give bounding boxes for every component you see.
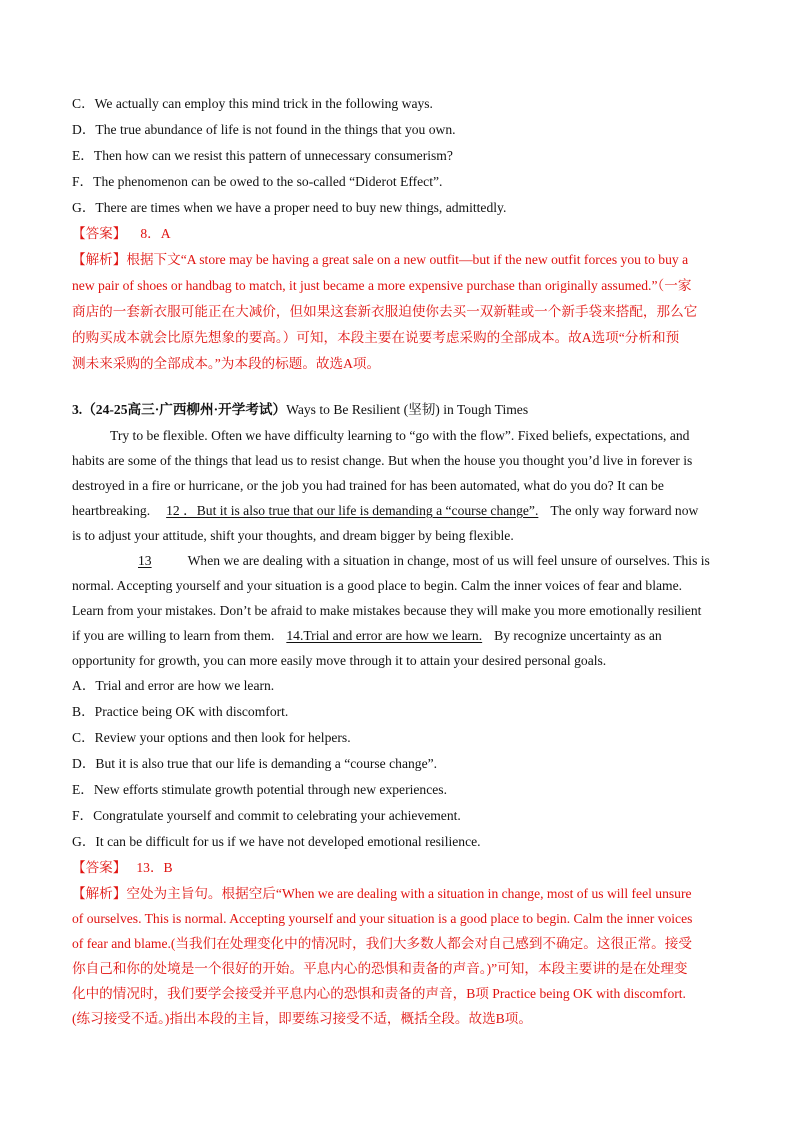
question-number: 3. bbox=[72, 402, 83, 417]
answer-label: 【答案】 bbox=[72, 226, 127, 241]
option-a: A．Trial and error are how we learn. bbox=[72, 678, 275, 693]
option-g: G．There are times when we have a proper need to buy new things, admittedly. bbox=[72, 200, 507, 215]
blank-12-answer: 12 ．But it is also true that our life is demanding a “course change”. bbox=[166, 503, 539, 518]
passage-p2-line-1: 13 When we are dealing with a situation in change, most of us will feel unsure of ourselves. This is bbox=[110, 552, 710, 570]
analysis1-line-5: 测未来采购的全部成本。”为本段的标题。故选A项。 bbox=[72, 356, 381, 371]
analysis1-line-3: 商店的一套新衣服可能正在大减价，但如果这套新衣服迫使你去买一双新鞋或一个新手袋来搭配，那么它 bbox=[72, 304, 698, 319]
question-source: （24-25高三·广西柳州·开学考试） bbox=[82, 402, 287, 417]
passage-p2-line-3: Learn from your mistakes. Don’t be afraid to make mistakes because they will make you more emotionally resilient bbox=[72, 603, 702, 618]
blank-14-answer: 14.Trial and error are how we learn. bbox=[286, 628, 483, 643]
option-c: C．We actually can employ this mind trick in the following ways. bbox=[72, 96, 433, 111]
option-g: G．It can be difficult for us if we have not developed emotional resilience. bbox=[72, 834, 481, 849]
option-d: D．But it is also true that our life is demanding a “course change”. bbox=[72, 756, 438, 771]
analysis1-line-2: new pair of shoes or handbag to match, it just became a more expensive purchase than originally assumed.”（一家 bbox=[72, 278, 692, 293]
passage-p1-line-1: Try to be flexible. Often we have difficulty learning to “go with the flow”. Fixed beliefs, expectations, and bbox=[110, 428, 690, 443]
answer-value: 8．A bbox=[140, 226, 171, 241]
analysis2-line-5: 化中的情况时，我们要学会接受并平息内心的恐惧和责备的声音，B项 Practice being OK with discomfort. bbox=[72, 986, 686, 1001]
option-c: C．Review your options and then look for helpers. bbox=[72, 730, 351, 745]
analysis1-line-4: 的购买成本就会比原先想象的要高。）可知，本段主要在说要考虑采购的全部成本。故A选项“分析和预 bbox=[72, 330, 680, 345]
option-d: D．The true abundance of life is not found in the things that you own. bbox=[72, 122, 456, 137]
option-e: E．Then how can we resist this pattern of unnecessary consumerism? bbox=[72, 148, 453, 163]
passage-p2-line-5: opportunity for growth, you can more easily move through it to attain your desired personal goals. bbox=[72, 653, 607, 668]
option-b: B．Practice being OK with discomfort. bbox=[72, 704, 289, 719]
option-f: F．Congratulate yourself and commit to celebrating your achievement. bbox=[72, 808, 461, 823]
answer-line-1 bbox=[72, 225, 171, 243]
passage-p1-line-5: is to adjust your attitude, shift your thoughts, and dream bigger by being flexible. bbox=[72, 528, 514, 543]
passage-p2-line-4: if you are willing to learn from them. 14.Trial and error are how we learn. By recognize uncertainty as an bbox=[72, 628, 662, 643]
analysis2-line-2: of ourselves. This is normal. Accepting yourself and your situation is a good place to begin. Calm the inner voices bbox=[72, 911, 693, 926]
analysis2-line-3: of fear and blame.(当我们在处理变化中的情况时，我们大多数人都会对自己感到不确定。这很正常。接受 bbox=[72, 936, 692, 951]
answer-line-2 bbox=[72, 859, 173, 877]
answer-label: 【答案】 bbox=[72, 860, 127, 875]
analysis2-line-1: 【解析】空处为主旨句。根据空后“When we are dealing with a situation in change, most of us will feel unsure bbox=[72, 886, 692, 901]
passage-p2-line-2: normal. Accepting yourself and your situation is a good place to begin. Calm the inner voices of fear and blame. bbox=[72, 578, 683, 593]
analysis2-line-6: (练习接受不适。)指出本段的主旨，即要练习接受不适，概括全段。故选B项。 bbox=[72, 1011, 532, 1026]
passage-p1-line-4: heartbreaking. 12 ．But it is also true that our life is demanding a “course change”. The only way forward now bbox=[72, 503, 699, 518]
blank-13: 13 bbox=[138, 553, 152, 568]
option-e: E．New efforts stimulate growth potential through new experiences. bbox=[72, 782, 447, 797]
analysis2-line-4: 你自己和你的处境是一个很好的开始。平息内心的恐惧和责备的声音。)”可知，本段主要讲的是在处理变 bbox=[72, 961, 688, 976]
passage-p1-line-3: destroyed in a fire or hurricane, or the job you had trained for has been automated, what do you do? It can be bbox=[72, 478, 664, 493]
analysis1-line-1: 【解析】根据下文“A store may be having a great sale on a new outfit—but if the new outfit forces you to buy a bbox=[72, 252, 689, 267]
answer-value: 13．B bbox=[136, 860, 173, 875]
analysis-label: 【解析】 bbox=[72, 252, 127, 267]
option-f: F．The phenomenon can be owed to the so-called “Diderot Effect”. bbox=[72, 174, 443, 189]
question3-heading bbox=[72, 401, 528, 419]
passage-p1-line-2: habits are some of the things that lead us to resist change. But when the house you thought you’d live in forever is bbox=[72, 453, 693, 468]
analysis-label: 【解析】 bbox=[72, 886, 127, 901]
passage-title: Ways to Be Resilient (坚韧) in Tough Times bbox=[286, 402, 529, 417]
